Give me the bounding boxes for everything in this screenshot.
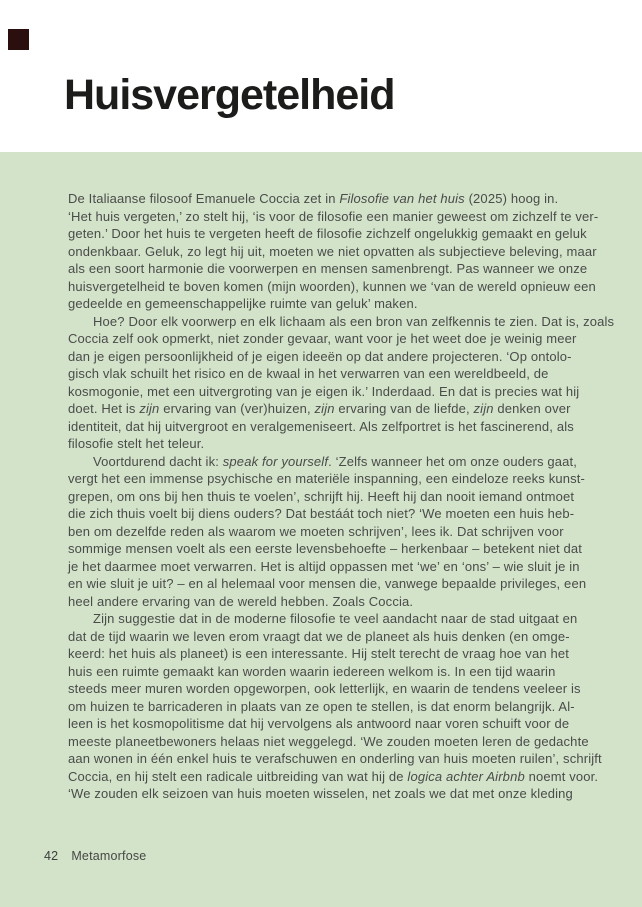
text-line — [68, 295, 580, 313]
text-line — [68, 505, 580, 523]
body-text: keerd: het huis als planeet) is een interessante. Hij stelt terecht de vraag hoe van het — [68, 646, 569, 661]
paragraph — [68, 190, 599, 313]
text-line — [68, 610, 580, 628]
text-line — [68, 190, 580, 208]
body-text: gisch vlak schuilt het risico en de kwaal in het verwarren van een wereldbeeld, de — [68, 366, 549, 381]
body-text: Coccia zelf ook opmerkt, niet zonder gevaar, want voor je het weet doe je weinig meer — [68, 331, 577, 346]
body-text: grepen, om ons bij hen thuis te voelen’, schrijft hij. Heeft hij dan nooit iemand ontmoet — [68, 488, 575, 504]
body-text: denken over — [493, 401, 571, 416]
text-line — [68, 575, 587, 593]
body-text: noemt voor. — [524, 768, 599, 784]
italic-text: zijn — [473, 401, 494, 416]
body-text: meeste planeetbewoners helaas niet weggelegd. ‘We zouden moeten leren de gedachte — [68, 733, 589, 749]
text-line — [68, 645, 580, 663]
body-text: je het daarmee moet verwarren. Het is altijd oppassen met ‘we’ en ‘ons’ – wie sluit je in — [68, 558, 580, 574]
article-text — [68, 190, 615, 803]
text-line — [68, 663, 580, 681]
text-line — [68, 558, 580, 576]
text-line — [68, 540, 580, 558]
page-footer — [44, 849, 146, 864]
paragraph — [68, 313, 615, 453]
body-text: ervaring van (ver)huizen, — [159, 401, 315, 416]
section-label: Metamorfose — [71, 849, 147, 863]
body-text: om huizen te barricaderen in plaats van ze open te stellen, is dat enorm belangrijk. Al- — [68, 698, 575, 714]
body-text: huisvergetelheid te boven komen (mijn woorden), kunnen we ‘van de wereld opnieuw een — [68, 278, 596, 294]
text-line — [68, 260, 588, 278]
body-text: doet. Het is — [68, 401, 140, 416]
italic-text: zijn — [314, 401, 335, 416]
text-line — [68, 383, 580, 401]
body-text: ‘We zouden elk seizoen van huis moeten wisselen, net zoals we dat met onze kleding — [68, 786, 573, 801]
body-text: filosofie stelt het teleur. — [68, 436, 205, 451]
body-text: . ‘Zelfs wanneer het om onze ouders gaat, — [328, 453, 578, 469]
body-text: ben om dezelfde reden als waarom we moeten schrijven’, lees ik. Dat schrijven voor — [68, 523, 564, 539]
body-text: Zijn suggestie dat in de moderne filosofie te veel aandacht naar de stad uitgaat en — [93, 611, 578, 626]
body-text: Voortdurend dacht ik: — [93, 453, 223, 469]
body-text: gedeelde en gemeenschappelijke ruimte van geluk’ maken. — [68, 296, 418, 311]
body-text: steeds meer muren worden opgeworpen, ook letterlijk, en waarin de tendens veeleer is — [68, 681, 581, 696]
body-text: aan wonen in één enkel huis te verafschuwen en onderling van huis moeten ruilen’, schrijft — [68, 751, 602, 766]
text-line — [68, 453, 580, 471]
body-text: kosmogonie, met een uitvergroting van je eigen ik.’ Inderdaad. En dat is precies wat hij — [68, 383, 580, 399]
text-line — [68, 348, 580, 366]
text-line — [68, 733, 589, 751]
body-text: die zich thuis voelt bij diens ouders? Dat bestáát toch niet? ‘We moeten een huis heb- — [68, 506, 575, 521]
text-line — [68, 435, 580, 453]
body-text: (2025) hoog in. — [464, 191, 559, 206]
text-line — [68, 225, 587, 243]
body-text: Coccia, en hij stelt een radicale uitbreiding van wat hij de — [68, 768, 408, 784]
body-text: ervaring van de liefde, — [334, 401, 474, 416]
text-line — [68, 208, 599, 226]
text-line — [68, 243, 597, 261]
text-line — [68, 330, 580, 348]
text-line — [68, 680, 580, 698]
text-line — [68, 400, 580, 418]
italic-text: zijn — [139, 401, 160, 416]
text-line — [68, 628, 580, 646]
paragraph — [68, 453, 587, 611]
text-line — [68, 313, 615, 331]
body-text: en wie sluit je uit? – en al helemaal voor mensen die, vanwege bepaalde privileges, een — [68, 576, 587, 591]
text-line — [68, 523, 580, 541]
paragraph — [68, 610, 602, 803]
body-text: ondenkbaar. Geluk, zo legt hij uit, moeten we niet opvatten als subjectieve beleving, maar — [68, 243, 597, 259]
page-number: 42 — [44, 849, 59, 863]
body-text: als een soort harmonie die voorwerpen en mensen samenbrengt. Pas wanneer we onze — [68, 261, 588, 276]
text-line — [68, 715, 580, 733]
text-line — [68, 593, 580, 611]
text-line — [68, 418, 580, 436]
body-text: vergt het een immense psychische en materiële inspanning, een eindeloze reeks kunst- — [68, 471, 585, 486]
body-text: huis een ruimte gemaakt kan worden waarin iedereen welkom is. In een tijd waarin — [68, 663, 556, 679]
body-text: De Italiaanse filosoof Emanuele Coccia zet in — [68, 191, 340, 206]
italic-text: speak for yourself — [222, 453, 329, 469]
text-line — [68, 698, 580, 716]
body-text: geten.’ Door het huis te vergeten heeft de filosofie zichzelf ongelukkig gemaakt en geluk — [68, 226, 587, 241]
text-line — [68, 365, 580, 383]
text-line — [68, 750, 602, 768]
body-text: sommige mensen voelt als een eerste levensbehoefte – herkenbaar – betekent niet dat — [68, 541, 582, 556]
body-text: dan je eigen persoonlijkheid of je eigen ideeën op dat andere projecteren. ‘Op ontolo- — [68, 348, 572, 364]
text-line — [68, 768, 599, 786]
text-line — [68, 488, 580, 506]
page-title: Huisvergetelheid — [64, 71, 395, 119]
text-line — [68, 785, 580, 803]
body-text: dat de tijd waarin we leven erom vraagt dat we de planeet als huis denken (en omge- — [68, 628, 570, 644]
corner-marker — [8, 29, 29, 50]
body-text: identiteit, dat hij uitvergroot en veralgemeniseert. Als zelfportret is het fascinerend, als — [68, 418, 574, 434]
body-text: heel andere ervaring van de wereld hebben. Zoals Coccia. — [68, 593, 414, 609]
body-text: ‘Het huis vergeten,’ zo stelt hij, ‘is voor de filosofie een manier geweest om zichzelf te ver- — [68, 208, 599, 224]
text-line — [68, 470, 585, 488]
body-text: Hoe? Door elk voorwerp en elk lichaam als een bron van zelfkennis te zien. Dat is, zoals — [93, 313, 615, 329]
body-text: leen is het kosmopolitisme dat hij vervolgens als antwoord naar voren schuift voor de — [68, 716, 570, 731]
italic-text: logica achter Airbnb — [407, 768, 525, 784]
italic-text: Filosofie van het huis — [339, 191, 465, 206]
text-line — [68, 278, 596, 296]
